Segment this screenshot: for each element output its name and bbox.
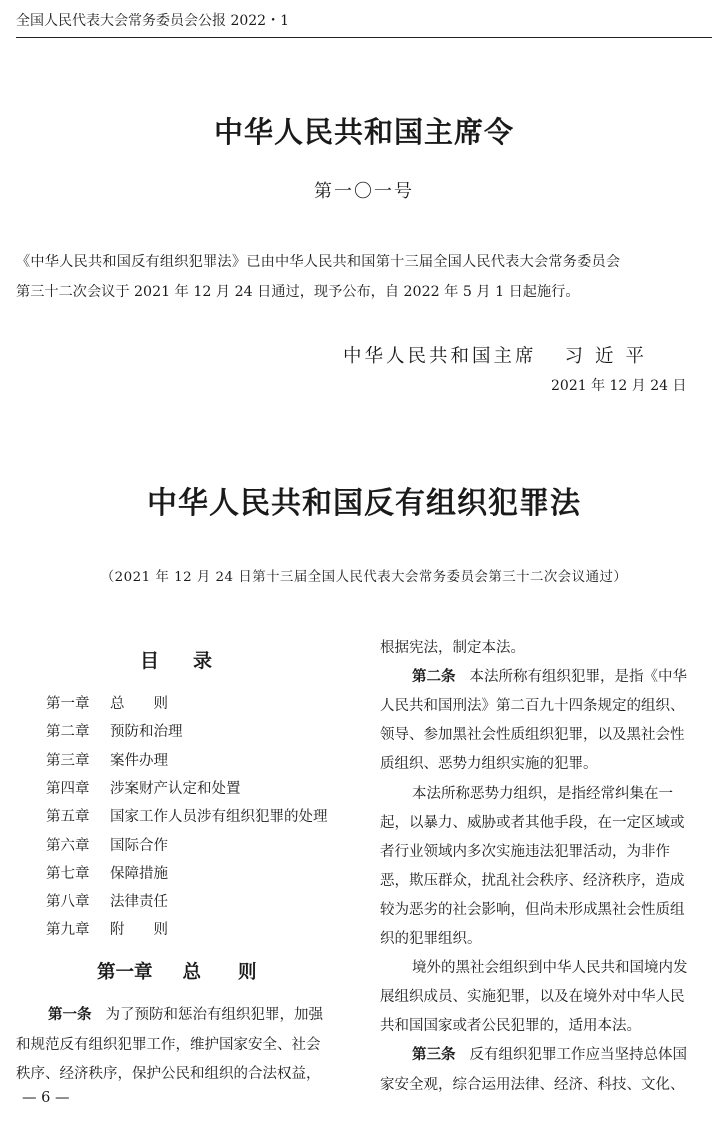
decree-date: 2021 年 12 月 24 日 bbox=[551, 378, 687, 394]
chapter-title: 总 则 bbox=[182, 962, 257, 983]
text-line-content: 本法所称恶势力组织，是指经常纠集在一 bbox=[412, 785, 673, 802]
toc-chapter-title: 涉案财产认定和处置 bbox=[110, 780, 241, 797]
text-line-content: 织的犯罪组织。 bbox=[380, 931, 482, 947]
toc-heading: 目录 bbox=[140, 650, 247, 672]
article-label: 第三条 bbox=[412, 1046, 456, 1064]
text-line-content: 共和国国家或者公民犯罪的，适用本法。 bbox=[380, 1018, 641, 1035]
toc-item bbox=[46, 805, 328, 826]
toc-chapter-number: 第五章 bbox=[46, 809, 90, 826]
toc-chapter-title: 预防和治理 bbox=[110, 724, 183, 741]
text-line bbox=[380, 956, 688, 977]
text-line-content: 起，以暴力、威胁或者其他手段，在一定区域或 bbox=[380, 814, 685, 831]
text-line-content: 本法所称有组织犯罪，是指《中华 bbox=[469, 669, 687, 686]
page-number: — 6 — bbox=[22, 1090, 70, 1106]
toc-chapter-number: 第一章 bbox=[46, 696, 90, 712]
header-divider bbox=[16, 37, 712, 38]
text-line bbox=[380, 782, 673, 803]
toc-item bbox=[46, 890, 168, 911]
toc-chapter-number: 第六章 bbox=[46, 837, 90, 854]
toc-item bbox=[46, 749, 168, 770]
text-line-content: 境外的黑社会组织到中华人民共和国境内发 bbox=[412, 960, 688, 977]
text-line-content: 和规范反有组织犯罪工作，维护国家安全、社会 bbox=[16, 1036, 321, 1053]
text-line-content: 质组织、恶势力组织实施的犯罪。 bbox=[380, 756, 598, 773]
text-line-content: 根据宪法，制定本法。 bbox=[380, 640, 525, 656]
text-line-content: 家安全观，综合运用法律、经济、科技、文化、 bbox=[380, 1076, 685, 1093]
text-line bbox=[380, 694, 685, 715]
law-title: 中华人民共和国反有组织犯罪法 bbox=[147, 486, 581, 521]
toc-item bbox=[46, 777, 241, 798]
chapter-heading bbox=[97, 958, 257, 984]
text-line-content: 反有组织犯罪工作应当坚持总体国 bbox=[469, 1047, 687, 1064]
toc-chapter-title: 总 则 bbox=[110, 696, 168, 712]
toc-item bbox=[46, 918, 168, 939]
text-line-content: 为了预防和惩治有组织犯罪，加强 bbox=[105, 1007, 323, 1023]
text-line-content: 秩序、经济秩序，保护公民和组织的合法权益， bbox=[16, 1066, 321, 1082]
decree-number: 第一〇一号 bbox=[314, 181, 414, 202]
toc-chapter-number: 第四章 bbox=[46, 780, 90, 797]
running-header: 全国人民代表大会常务委员会公报 2022・1 bbox=[16, 13, 289, 29]
text-line bbox=[380, 1014, 641, 1035]
toc-chapter-title: 国际合作 bbox=[110, 837, 168, 854]
text-line bbox=[380, 723, 685, 744]
toc-item bbox=[46, 834, 168, 855]
toc-chapter-title: 附 则 bbox=[110, 922, 168, 939]
article-label: 第二条 bbox=[412, 668, 456, 686]
toc-chapter-number: 第七章 bbox=[46, 865, 90, 882]
decree-title: 中华人民共和国主席令 bbox=[213, 115, 514, 149]
toc-chapter-title: 保障措施 bbox=[110, 865, 168, 882]
text-line bbox=[380, 869, 685, 890]
chapter-number: 第一章 bbox=[97, 962, 153, 983]
text-line-content: 恶，欺压群众，扰乱社会秩序、经济秩序，造成 bbox=[380, 872, 685, 889]
signature-line bbox=[343, 342, 656, 368]
text-line bbox=[16, 1003, 323, 1024]
text-line bbox=[380, 811, 685, 832]
toc-chapter-title: 法律责任 bbox=[110, 894, 168, 911]
text-line bbox=[380, 1043, 687, 1064]
text-line bbox=[380, 840, 670, 861]
toc-chapter-number: 第九章 bbox=[46, 922, 90, 939]
decree-body-line: 第三十二次会议于 2021 年 12 月 24 日通过，现予公布，自 2022 年 5 月 1 日起施行。 bbox=[16, 284, 580, 300]
toc-chapter-number: 第八章 bbox=[46, 894, 90, 911]
text-line bbox=[380, 927, 482, 948]
text-line bbox=[380, 636, 525, 657]
text-line-content: 展组织成员、实施犯罪，以及在境外对中华人民 bbox=[380, 989, 685, 1006]
toc-item bbox=[46, 720, 183, 741]
toc-item bbox=[46, 692, 168, 713]
decree-body-line: 《中华人民共和国反有组织犯罪法》已由中华人民共和国第十三届全国人民代表大会常务委员会 bbox=[16, 254, 621, 270]
toc-chapter-number: 第二章 bbox=[46, 724, 90, 741]
text-line bbox=[16, 1033, 321, 1054]
text-line-content: 领导、参加黑社会性质组织犯罪，以及黑社会性 bbox=[380, 727, 685, 744]
law-subtitle: （2021 年 12 月 24 日第十三届全国人民代表大会常务委员会第三十二次会议通过） bbox=[100, 570, 628, 585]
text-line-content: 者行业领域内多次实施违法犯罪活动，为非作 bbox=[380, 843, 670, 860]
text-line bbox=[380, 898, 685, 919]
text-line-content: 人民共和国刑法》第二百九十四条规定的组织、 bbox=[380, 698, 685, 715]
text-line-content: 较为恶劣的社会影响，但尚未形成黑社会性质组 bbox=[380, 901, 685, 918]
toc-chapter-title: 案件办理 bbox=[110, 752, 168, 769]
signature-title: 中华人民共和国主席 bbox=[343, 346, 537, 367]
text-line bbox=[16, 1062, 321, 1083]
toc-item bbox=[46, 862, 168, 883]
text-line bbox=[380, 985, 685, 1006]
text-line bbox=[380, 665, 687, 686]
text-line bbox=[380, 1073, 685, 1094]
toc-chapter-title: 国家工作人员涉有组织犯罪的处理 bbox=[110, 809, 328, 826]
article-label: 第一条 bbox=[48, 1006, 92, 1023]
text-line bbox=[380, 752, 598, 773]
toc-chapter-number: 第三章 bbox=[46, 752, 90, 769]
signature-name: 习近平 bbox=[564, 346, 657, 367]
